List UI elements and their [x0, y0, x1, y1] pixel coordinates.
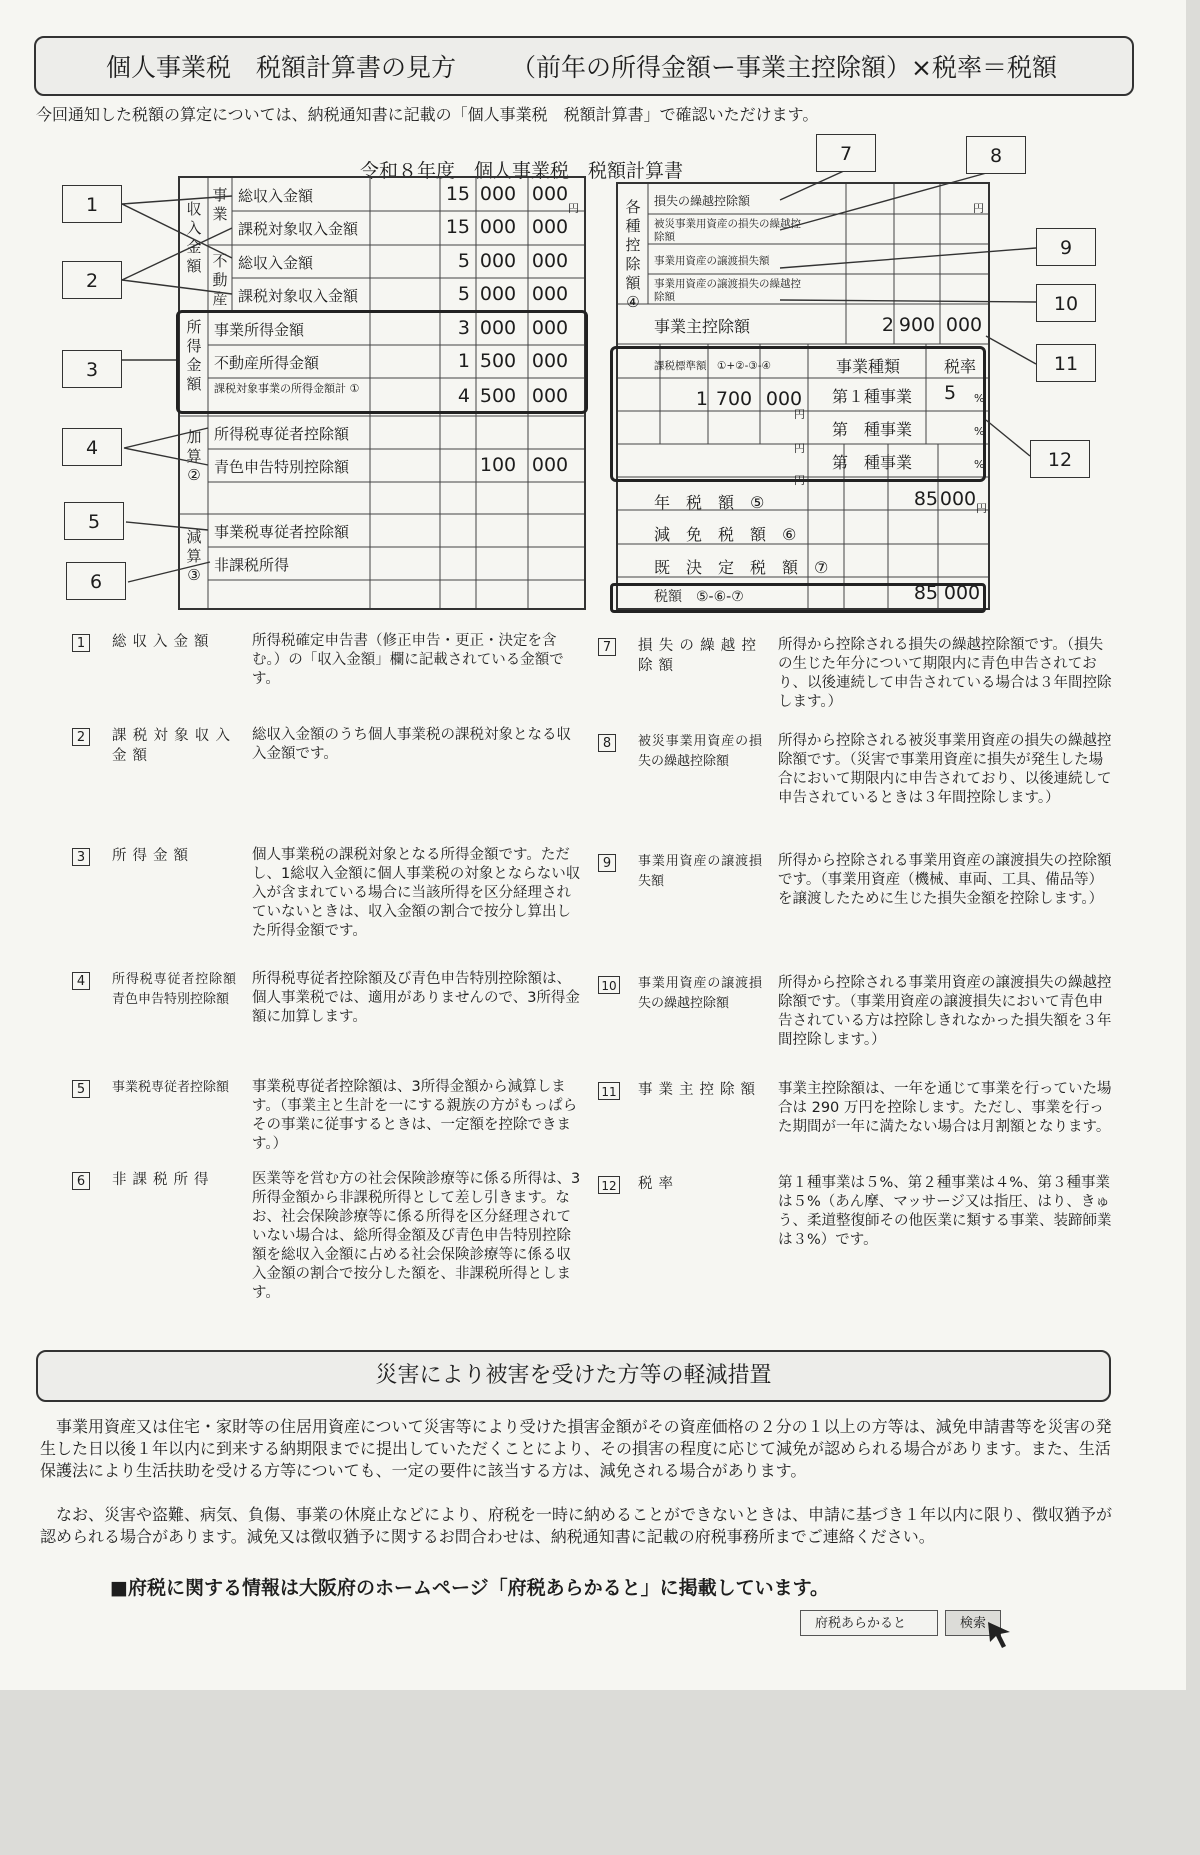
left-row-label: 所得税専従者控除額	[214, 424, 350, 443]
callout-3: 3	[62, 350, 122, 388]
explanation-text: 所得から控除される事業用資産の譲渡損失の繰越控除額です。（事業用資産の譲渡損失において青色申告されている方は控除しきれなかった損失額を３年間控除します。）	[778, 975, 1112, 1048]
left-row-label: 総収入金額	[238, 186, 314, 205]
left-row-v1: 15	[445, 182, 470, 205]
group-add: 加算②	[186, 428, 202, 484]
tax-formula: （前年の所得金額ー事業主控除額）×税率＝税額	[511, 53, 1057, 82]
annual-v3: 000	[939, 488, 977, 510]
base-yen: 円	[794, 408, 805, 421]
left-row-label: 課税対象収入金額	[238, 220, 359, 238]
left-row-v3: 000	[531, 385, 569, 407]
owner-v1: 2	[881, 314, 894, 336]
biz-type-label: 事業種類	[836, 357, 901, 376]
owner-v3: 000	[945, 314, 983, 336]
explanation-text: 総収入金額のうち個人事業税の課税対象となる収入金額です。	[252, 727, 571, 762]
explanation-number: 7	[598, 638, 616, 656]
intro-text: 今回通知した税額の算定については、納税通知書に記載の「個人事業税 税額計算書」で確認いただけます。	[36, 105, 819, 124]
deduct-yen: 円	[973, 202, 984, 215]
search-input[interactable]: 府税あらかると	[800, 1610, 938, 1636]
explanation-text: 所得から控除される被災事業用資産の損失の繰越控除額です。（災害で事業用資産に損失が発生した場合において期限内に申告されており、以後連続して申告されているときは３年間控除します。）	[778, 733, 1112, 806]
website-note: ■府税に関する情報は大阪府のホームページ「府税あらかると」に掲載しています。	[110, 1577, 830, 1599]
explanation-text: 所得から控除される損失の繰越控除額です。（損失の生じた年分について期限内に青色申告されており、以後連続して申告されている場合は３年間控除します。）	[778, 637, 1112, 710]
explanation-text: 第１種事業は５%、第２種事業は４%、第３種事業は５%（あん摩、マッサージ又は指圧、はり、きゅう、柔道整復師その他医業に類する事業、装蹄師業は３%）です。	[778, 1175, 1112, 1248]
left-row-v3: 000	[531, 249, 569, 272]
left-row-label: 青色申告特別控除額	[214, 457, 350, 476]
annual-tax-label: 年 税 額 ⑤	[654, 493, 765, 512]
explanation-term: 事業主控除額	[638, 1082, 761, 1098]
deduct-disaster: 被災事業用資産の損失の繰越控除額	[654, 218, 801, 243]
callout-6: 6	[66, 562, 126, 600]
explanation-text: 個人事業税の課税対象となる所得金額です。ただし、1総収入金額に個人事業税の対象とならない収入が含まれている場合に当該所得を区分経理されていないときは、収入金額の割合で按分し算出した所得金額です。	[252, 847, 581, 939]
left-row-label: 不動産所得金額	[214, 353, 320, 372]
pct-unit: %	[974, 392, 985, 405]
explanation-text: 所得税確定申告書（修正申告・更正・決定を含む。）の「収入金額」欄に記載されている金額です。	[252, 633, 564, 687]
reduction-label: 減 免 税 額 ⑥	[654, 525, 797, 544]
left-row-v3: 000	[531, 283, 569, 305]
annual-v2: 85	[913, 488, 938, 510]
explanation-term: 所得金額	[112, 848, 194, 864]
left-row-label: 総収入金額	[238, 253, 314, 272]
group-sub: 減算③	[186, 528, 202, 584]
group-deduct: 各種控除額④	[625, 198, 641, 311]
explanation-text: 事業主控除額は、一年を通じて事業を行っていた場合は 290 万円を控除します。ただし、事業を行った期間が一年に満たない場合は月割額となります。	[778, 1081, 1112, 1135]
explanation-text: 医業等を営む方の社会保険診療等に係る所得は、3所得金額から非課税所得として差し引きます。なお、社会保険診療等に係る所得を区分経理されていない場合は、総所得金額及び青色申告特別控除額を総収入金額に占める社会保険診療等に係る収入金額の割合で按分した額を、非課税所得とします。	[252, 1171, 581, 1301]
explanation-term: 被災事業用資産の損失の繰越控除額	[638, 734, 762, 769]
left-row-v3: 000	[531, 453, 569, 476]
disaster-paragraph-2: なお、災害や盗難、病気、負傷、事業の休廃止などにより、府税を一時に納めることができないときは、申請に基づき１年以内に限り、徴収猶予が認められる場合があります。減免又は徴収猶予に関するお問合わせは、納税通知書に記載の府税事務所までご連絡ください。	[40, 1505, 1113, 1546]
explanation-number: 5	[72, 1080, 90, 1098]
base-v3: 000	[765, 388, 803, 410]
callout-7: 7	[816, 134, 876, 172]
left-row-v2: 000	[479, 249, 517, 272]
base-v2: 700	[715, 388, 753, 410]
left-row-v2: 100	[479, 453, 517, 476]
explanation-term: 所得税専従者控除額 青色申告特別控除額	[112, 972, 236, 1007]
explanation-number: 12	[598, 1176, 620, 1194]
explanation-text: 所得税専従者控除額及び青色申告特別控除額は、個人事業税では、適用がありませんので、3所得金額に加算します。	[252, 971, 580, 1025]
group-business: 事業	[212, 186, 228, 223]
explanation-term: 事業税専従者控除額	[112, 1080, 230, 1095]
callout-2: 2	[62, 261, 122, 299]
callout-8: 8	[966, 136, 1026, 174]
biz-type: 第１種事業	[832, 387, 913, 406]
left-row-v1: 1	[457, 349, 470, 372]
left-row-v3: 000	[531, 349, 569, 372]
callout-1: 1	[62, 185, 122, 223]
callout-10: 10	[1036, 284, 1096, 322]
left-row-label: 事業税専従者控除額	[214, 522, 350, 541]
explanation-term: 課税対象収入金額	[112, 728, 236, 764]
left-row-label: 課税対象収入金額	[238, 287, 359, 305]
callout-9: 9	[1036, 228, 1096, 266]
left-row-label: 非課税所得	[214, 555, 290, 574]
search-button[interactable]: 検索	[945, 1610, 1001, 1636]
explanation-term: 税率	[638, 1176, 679, 1192]
page-title: 個人事業税 税額計算書の見方	[106, 53, 457, 82]
callout-12: 12	[1030, 440, 1090, 478]
cursor-arrow-icon	[986, 1620, 1016, 1650]
explanation-number: 2	[72, 728, 90, 746]
left-row-v3: 000	[531, 182, 569, 205]
tax-base-label: 課税標準額 ①+②-③-④	[654, 360, 772, 372]
left-row-v1: 5	[457, 249, 470, 272]
calc-title: 令和８年度 個人事業税 税額計算書	[360, 160, 684, 182]
explanation-text: 所得から控除される事業用資産の譲渡損失の控除額です。（事業用資産（機械、車両、工具、備品等）を譲渡したために生じた損失金額を控除します。）	[778, 853, 1112, 907]
explanation-number: 11	[598, 1082, 620, 1100]
group-shotoku: 所得金額	[186, 318, 202, 393]
left-row-v1: 5	[457, 283, 470, 305]
group-income: 収入金額	[186, 200, 202, 275]
explanation-number: 4	[72, 972, 90, 990]
deduct-transfer-carry: 事業用資産の譲渡損失の繰越控除額	[654, 278, 801, 303]
left-row-v2: 500	[479, 385, 517, 407]
deduct-transfer-loss: 事業用資産の譲渡損失額	[654, 255, 770, 267]
left-row-v3: 000	[531, 216, 569, 238]
explanation-term: 事業用資産の譲渡損失の繰越控除額	[638, 976, 762, 1011]
explanation-number: 8	[598, 734, 616, 752]
explanation-term: 非課税所得	[112, 1172, 215, 1188]
group-realestate: 不動産	[212, 252, 228, 308]
explanation-text: 事業税専従者控除額は、3所得金額から減算します。（事業主と生計を一にする親族の方がもっぱらその事業に従事するときは、一定額を控除できます。）	[252, 1079, 578, 1152]
explanation-number: 1	[72, 634, 90, 652]
explanation-term: 損失の繰越控除額	[638, 638, 762, 674]
biz-type: 第 種事業	[832, 420, 913, 439]
decided-label: 既 決 定 税 額 ⑦	[654, 558, 829, 577]
left-row-v2: 000	[479, 216, 517, 238]
left-row-v1: 15	[445, 216, 470, 238]
left-row-v1: 3	[457, 316, 470, 339]
disaster-paragraph-1: 事業用資産又は住宅・家財等の住居用資産について災害等により受けた損害金額がその資産価格の２分の１以上の方等は、減免申請書等を災害の発生した日以後１年以内に到来する納期限までに提出していただくことにより、その損害の程度に応じて減免が認められる場合があります。また、生活保護法により生活扶助を受ける方等についても、一定の要件に該当する方は、減免される場合があります。	[40, 1417, 1112, 1480]
final-tax-label: 税額 ⑤-⑥-⑦	[654, 589, 744, 605]
callout-5: 5	[64, 502, 124, 540]
left-row-v2: 000	[479, 283, 517, 305]
left-row-label: 事業所得金額	[214, 320, 305, 339]
explanation-number: 10	[598, 976, 620, 994]
base-yen-2: 円	[794, 442, 805, 455]
base-yen-3: 円	[794, 474, 805, 487]
yen-unit: 円	[568, 202, 579, 215]
callout-4: 4	[62, 428, 122, 466]
disaster-title: 災害により被害を受けた方等の軽減措置	[36, 1350, 1111, 1402]
explanation-number: 9	[598, 854, 616, 872]
left-row-v2: 000	[479, 182, 517, 205]
owner-deduct-label: 事業主控除額	[654, 317, 751, 336]
rate-label: 税率	[944, 357, 977, 376]
callout-11: 11	[1036, 344, 1096, 382]
explanation-term: 総収入金額	[112, 634, 215, 650]
left-row-v2: 500	[479, 349, 517, 372]
final-v3: 000	[943, 582, 981, 604]
owner-v2: 900	[898, 314, 936, 336]
left-row-v3: 000	[531, 316, 569, 339]
deduct-loss-carry: 損失の繰越控除額	[654, 194, 751, 208]
biz-type: 第 種事業	[832, 453, 913, 472]
callout-lines	[0, 0, 1186, 620]
left-row-label: 課税対象事業の所得金額計 ①	[214, 382, 360, 395]
pct-unit: %	[974, 458, 985, 471]
pct-unit: %	[974, 425, 985, 438]
left-row-v1: 4	[457, 385, 470, 407]
explanation-number: 6	[72, 1172, 90, 1190]
explanation-number: 3	[72, 848, 90, 866]
base-v1: 1	[695, 388, 708, 410]
final-v2: 85	[913, 582, 938, 604]
biz-rate: 5	[943, 382, 957, 404]
annual-yen: 円	[976, 502, 987, 515]
left-row-v2: 000	[479, 316, 517, 339]
explanation-term: 事業用資産の譲渡損失額	[638, 854, 762, 889]
